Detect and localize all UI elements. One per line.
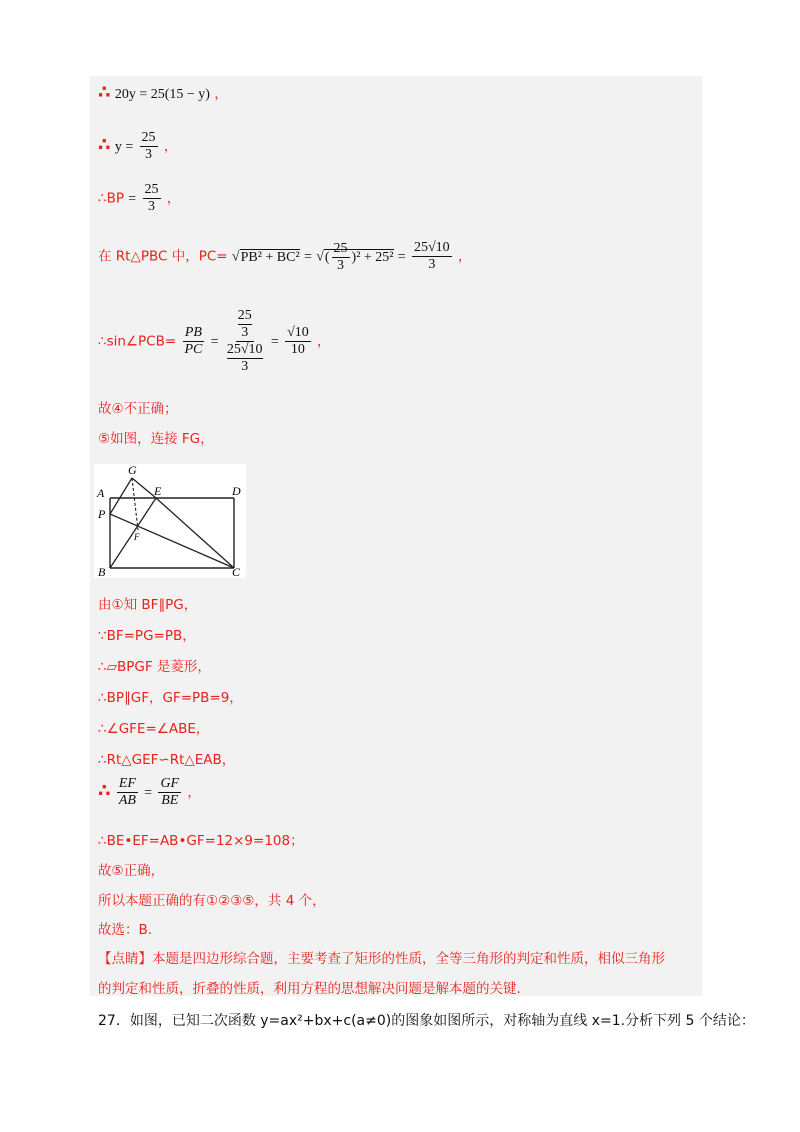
equation: 20y = 25(15 − y) <box>114 87 210 102</box>
label-g: G <box>128 464 137 477</box>
text-line-8: 由①知 BF∥PG， <box>98 597 198 613</box>
eq-line-2: ∴ y = $\frac{25}{3}$ ， <box>98 130 178 162</box>
text-line-16: 故⑤正确， <box>98 863 165 879</box>
text-line-17: 所以本题正确的有①②③⑤，共 4 个， <box>98 893 326 909</box>
label-b: B <box>98 565 106 578</box>
label-d: D <box>232 484 241 498</box>
comment-line-1: 【点睛】本题是四边形综合题，主要考查了矩形的性质，全等三角形的判定和性质，相似三角形 <box>98 951 665 967</box>
text-line-7: ⑤如图，连接 FG， <box>98 431 214 447</box>
text-line-13: ∴Rt△GEF∽Rt△EAB， <box>98 752 236 768</box>
text-line-18: 故选：B. <box>98 922 153 938</box>
geometry-figure <box>94 464 246 578</box>
comment-line-2: 的判定和性质，折叠的性质，利用方程的思想解决问题是解本题的关键. <box>98 981 521 997</box>
compound-fraction: 25 3 25√10 3 <box>226 308 263 374</box>
text-line-6: 故④不正确； <box>98 401 178 417</box>
text-line-10: ∴▱BPGF 是菱形， <box>98 659 211 675</box>
eq-line-14: ∴ $\frac{EF}{AB}$ = $\frac{GF}{BE}$ ， <box>98 776 201 808</box>
eq-line-4: 在 Rt△PBC 中，PC= √PB² + BC² = √( $\frac{25}{3}$ )² + 25² = $\frac{25√10}{3}$ ， <box>98 240 472 273</box>
label-e: E <box>154 484 162 498</box>
fraction: $\frac{25}{3}$ <box>141 130 156 162</box>
text-line-12: ∴∠GFE=∠ABE， <box>98 721 210 737</box>
text-line-9: ∵BF=PG=PB， <box>98 628 196 644</box>
text-line-15: ∴BE•EF=AB•GF=12×9=108； <box>98 833 304 849</box>
question-27: 27．如图，已知二次函数 y=ax²+bx+c(a≠0)的图象如图所示，对称轴为直线 x=1.分析下列 5 个结论： <box>98 1013 755 1029</box>
label-c: C <box>232 565 241 578</box>
label-p: P <box>98 507 106 521</box>
eq-line-5: ∴sin∠PCB= $\frac{PB}{PC}$ = 25 3 25√10 3 = $\frac{√10}{10}$ ， <box>98 308 331 374</box>
eq-line-1: ∴ 20y = 25(15 − y) ， <box>98 82 228 103</box>
label-f: F <box>134 532 140 542</box>
text-line-11: ∴BP∥GF，GF=PB=9， <box>98 690 243 706</box>
eq-line-3: ∴BP = $\frac{25}{3}$ ， <box>98 182 181 214</box>
label-a: A <box>97 486 105 500</box>
